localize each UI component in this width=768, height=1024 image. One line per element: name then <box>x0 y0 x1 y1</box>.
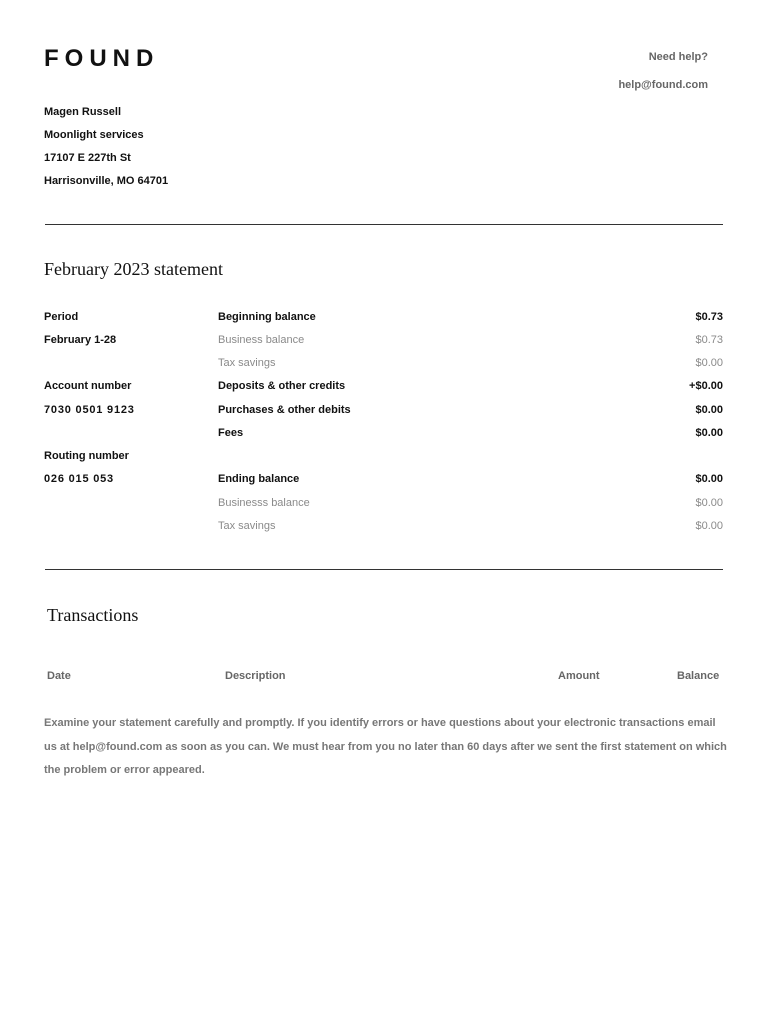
row-label: Businesss balance <box>218 497 310 509</box>
transactions-title: Transactions <box>47 605 139 625</box>
row-label: Tax savings <box>218 357 276 369</box>
account-number-value: 7030 0501 9123 <box>44 404 135 416</box>
row-label: Tax savings <box>218 520 276 532</box>
ending-tax-savings-row <box>218 519 723 533</box>
routing-number-value: 026 015 053 <box>44 473 114 485</box>
customer-name: Magen Russell <box>44 106 122 118</box>
row-label: Deposits & other credits <box>218 380 346 392</box>
row-label: Ending balance <box>218 473 300 485</box>
beginning-balance-row <box>218 310 723 324</box>
business-balance-row <box>218 333 723 347</box>
row-value: $0.00 <box>695 404 723 416</box>
customer-city: Harrisonville, MO 64701 <box>44 175 169 187</box>
help-email-link[interactable]: help@found.com <box>618 79 708 91</box>
divider <box>45 569 723 570</box>
period-value: February 1-28 <box>44 334 117 346</box>
deposits-row <box>218 379 723 393</box>
statement-title: February 2023 statement <box>44 259 223 279</box>
brand-logo: FOUND <box>44 45 160 72</box>
ending-business-balance-row <box>218 496 723 510</box>
row-value: $0.00 <box>695 520 723 532</box>
customer-business: Moonlight services <box>44 129 144 141</box>
purchases-row <box>218 403 723 417</box>
row-value: $0.00 <box>695 357 723 369</box>
row-value: $0.00 <box>695 473 723 485</box>
row-label: Purchases & other debits <box>218 404 351 416</box>
column-header-balance: Balance <box>677 670 720 682</box>
routing-number-label: Routing number <box>44 450 129 462</box>
account-number-label: Account number <box>44 380 132 392</box>
statement-notice: Examine your statement carefully and promptly. If you identify errors or have questions about your electronic transactions email us at help@found.com as soon as you can. We must hear from you no later than 60 days after we sent the first statement on which the problem or error appeared. <box>44 717 727 776</box>
row-label: Business balance <box>218 334 305 346</box>
row-label: Fees <box>218 427 244 439</box>
row-value: +$0.00 <box>689 380 723 392</box>
row-value: $0.73 <box>695 334 723 346</box>
column-header-description: Description <box>225 670 286 682</box>
period-label: Period <box>44 311 79 323</box>
row-value: $0.73 <box>695 311 723 323</box>
customer-street: 17107 E 227th St <box>44 152 131 164</box>
fees-row <box>218 426 723 440</box>
row-label: Beginning balance <box>218 311 316 323</box>
divider <box>45 224 723 225</box>
row-value: $0.00 <box>695 427 723 439</box>
help-title: Need help? <box>648 51 708 63</box>
row-value: $0.00 <box>695 497 723 509</box>
tax-savings-row <box>218 356 723 370</box>
column-header-date: Date <box>47 670 71 682</box>
ending-balance-row <box>218 472 723 486</box>
column-header-amount: Amount <box>558 670 600 682</box>
